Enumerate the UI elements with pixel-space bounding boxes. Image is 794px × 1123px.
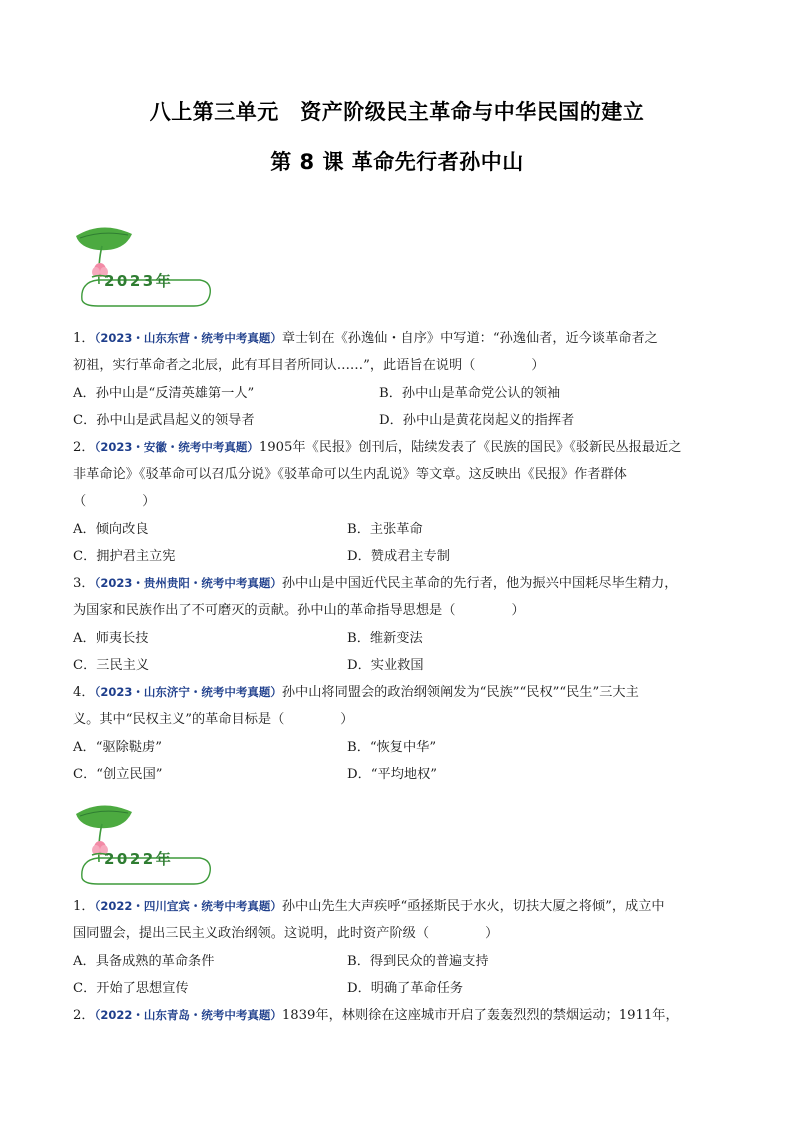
option-d[interactable]: D．明确了革命任务 xyxy=(347,981,464,996)
year-label: 2023年 xyxy=(104,272,174,290)
option-c[interactable]: C．孙中山是武昌起义的领导者 xyxy=(73,413,255,428)
option-b[interactable]: B．得到民众的普遍支持 xyxy=(347,954,489,969)
question-source: （2023・山东济宁・统考中考真题） xyxy=(94,685,282,699)
unit-title: 八上第三单元 资产阶级民主革命与中华民国的建立 xyxy=(149,100,645,124)
question-1: 1．（2022・四川宜宾・统考中考真题）孙中山先生大声疾呼“亟拯斯民于水火，切扶大厦之将倾”，成立中 国同盟会，提出三民主义政治纲领。这说明，此时资产阶级（ ） xyxy=(73,899,665,941)
option-a[interactable]: A．“驱除鞑虏” xyxy=(73,740,162,755)
option-d[interactable]: D．实业救国 xyxy=(347,658,424,673)
year-label: 2022年 xyxy=(104,850,174,868)
option-d[interactable]: D．“平均地权” xyxy=(347,767,437,782)
lesson-title: 第 8 课 革命先行者孙中山 xyxy=(270,150,524,174)
question-1: 1．（2023・山东东营・统考中考真题）章士钊在《孙逸仙・自序》中写道：“孙逸仙者，近今谈革命者之 初祖，实行革命者之北辰，此有耳目者所同认……”，此语旨在说明（ ） xyxy=(73,331,658,373)
option-b[interactable]: B．孙中山是革命党公认的领袖 xyxy=(379,386,561,401)
question-source: （2022・四川宜宾・统考中考真题） xyxy=(94,899,282,913)
question-2: 2．（2022・山东青岛・统考中考真题）1839年，林则徐在这座城市开启了轰轰烈烈的禁烟运动；1911年， xyxy=(73,1008,679,1023)
option-b[interactable]: B．主张革命 xyxy=(347,522,423,537)
question-3: 3．（2023・贵州贵阳・统考中考真题）孙中山是中国近代民主革命的先行者，他为振兴中国耗尽毕生精力， 为国家和民族作出了不可磨灭的贡献。孙中山的革命指导思想是（ ） xyxy=(73,576,678,618)
question-source: （2023・贵州贵阳・统考中考真题） xyxy=(94,576,282,590)
year-badge-2022 xyxy=(72,800,222,890)
option-d[interactable]: D．孙中山是黄花岗起义的指挥者 xyxy=(379,413,575,428)
question-source: （2023・安徽・统考中考真题） xyxy=(94,440,259,454)
question-source: （2023・山东东营・统考中考真题） xyxy=(94,331,282,345)
option-a[interactable]: A．具备成熟的革命条件 xyxy=(73,954,215,969)
year-badge-2023 xyxy=(72,222,222,312)
option-b[interactable]: B．“恢复中华” xyxy=(347,740,437,755)
option-a[interactable]: A．师夷长技 xyxy=(73,631,149,646)
question-4: 4．（2023・山东济宁・统考中考真题）孙中山将同盟会的政治纲领阐发为“民族”“民权”“民生”三大主 义。其中“民权主义”的革命目标是（ ） xyxy=(73,685,639,727)
lotus-leaf-icon xyxy=(72,800,222,890)
option-a[interactable]: A．倾向改良 xyxy=(73,522,149,537)
option-c[interactable]: C．开始了思想宣传 xyxy=(73,981,189,996)
option-c[interactable]: C．“创立民国” xyxy=(73,767,163,782)
option-b[interactable]: B．维新变法 xyxy=(347,631,423,646)
lotus-leaf-icon xyxy=(72,222,222,312)
option-a[interactable]: A．孙中山是“反清英雄第一人” xyxy=(73,386,255,401)
option-c[interactable]: C．三民主义 xyxy=(73,658,150,673)
question-source: （2022・山东青岛・统考中考真题） xyxy=(94,1008,282,1022)
option-d[interactable]: D．赞成君主专制 xyxy=(347,549,450,564)
question-2: 2．（2023・安徽・统考中考真题）1905年《民报》创刊后，陆续发表了《民族的国民》《驳新民丛报最近之 非革命论》《驳革命可以召瓜分说》《驳革命可以生内乱说》等文章。这反映出《民报》作者群体 （ ） xyxy=(73,440,682,509)
option-c[interactable]: C．拥护君主立宪 xyxy=(73,549,176,564)
